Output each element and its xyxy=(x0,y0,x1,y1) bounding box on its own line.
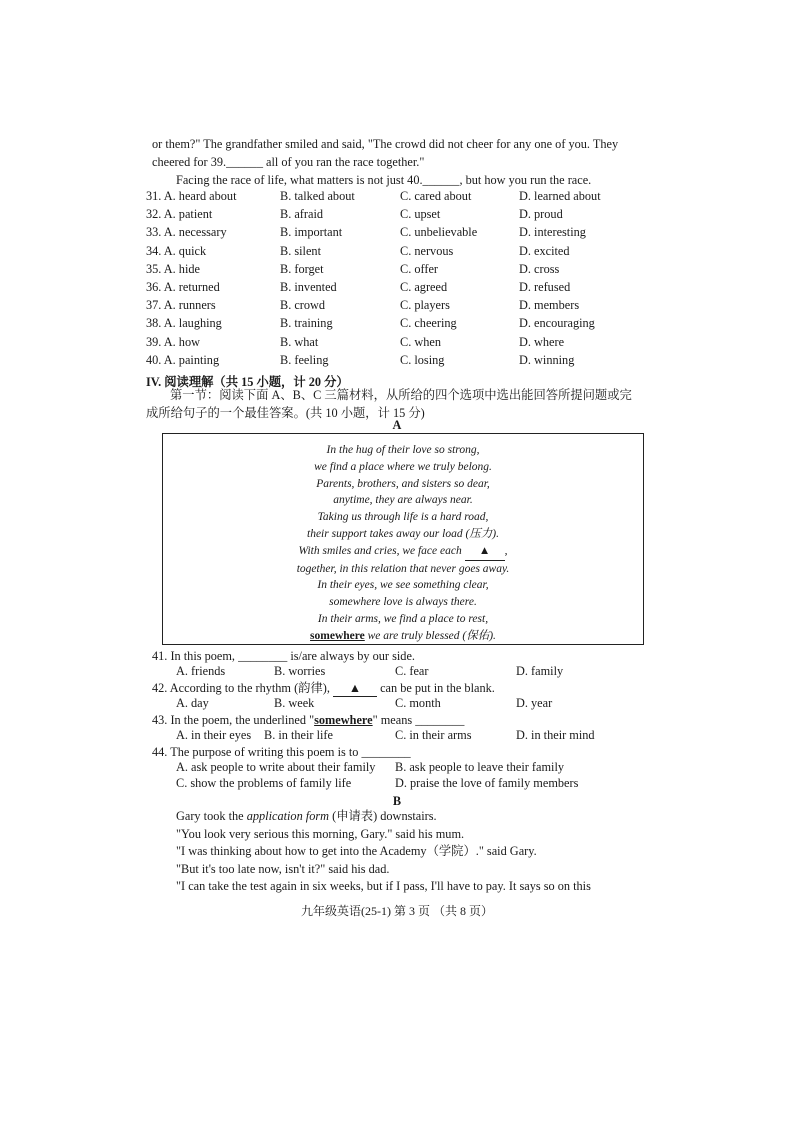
section-title: IV. 阅读理解（共 15 小题，计 20 分） xyxy=(146,375,349,389)
option[interactable]: 37. A. runners xyxy=(146,298,216,313)
option[interactable]: A. friends xyxy=(176,664,226,678)
poem-text: With smiles and cries, we face each xyxy=(298,544,462,557)
question-44-options-row2 xyxy=(176,776,676,794)
triangle-icon: ▲ xyxy=(348,681,362,695)
poem xyxy=(163,442,643,645)
page-footer: 九年级英语(25-1) 第 3 页 （共 8 页） xyxy=(301,904,493,918)
cloze-row xyxy=(146,189,646,207)
cloze-row xyxy=(146,280,646,298)
underlined-word: somewhere xyxy=(310,629,365,642)
option[interactable]: 36. A. returned xyxy=(146,280,220,294)
text-line: Facing the race of life, what matters is not just 40.______, but how you run the race. xyxy=(176,173,592,187)
option[interactable]: D. learned about xyxy=(519,189,601,203)
poem-line: Parents, brothers, and sisters so dear, xyxy=(316,477,490,490)
poem-text: we are truly blessed (保佑). xyxy=(364,629,496,642)
text-line xyxy=(152,808,642,826)
poem-line: In the hug of their love so strong, xyxy=(326,444,480,456)
option[interactable]: C. offer xyxy=(400,261,439,276)
poem-line: we find a place where we truly belong. xyxy=(314,460,492,473)
option[interactable]: C. show the problems of family life xyxy=(176,776,352,790)
question-43-stem xyxy=(152,712,464,728)
poem-line: In their arms, we find a place to rest, xyxy=(317,612,489,625)
option[interactable]: C. in their arms xyxy=(395,728,472,742)
option[interactable]: D. members xyxy=(519,298,580,313)
option[interactable]: A. day xyxy=(176,696,209,710)
option[interactable]: B. training xyxy=(280,316,333,331)
poem-line: anytime, they are always near. xyxy=(333,494,473,507)
poem-line: In their eyes, we see something clear, xyxy=(317,579,489,592)
option[interactable]: D. encouraging xyxy=(519,316,595,331)
emphasis-text: application form xyxy=(246,809,330,823)
option[interactable]: C. cheering xyxy=(400,316,457,331)
option[interactable]: D. year xyxy=(516,696,553,710)
cloze-row xyxy=(146,298,646,316)
option[interactable]: A. ask people to write about their family xyxy=(176,760,376,774)
option[interactable]: D. interesting xyxy=(519,225,586,240)
option[interactable]: B. talked about xyxy=(280,189,355,203)
text-line: "But it's too late now, isn't it?" said his dad. xyxy=(176,861,390,876)
poem-line: somewhere love is always there. xyxy=(329,596,477,609)
poem-line: together, in this relation that never goes away. xyxy=(296,562,510,575)
passage-a-letter: A xyxy=(392,418,402,432)
option[interactable]: B. feeling xyxy=(280,352,329,367)
option[interactable]: B. what xyxy=(280,334,319,349)
text-line: or them?" The grandfather smiled and said, "The crowd did not cheer for any one of you. They xyxy=(152,137,619,151)
section-instructions: 第一节：阅读下面 A、B、C 三篇材料，从所给的四个选项中选出能回答所提问题或完成所给句子的一个最佳答案。(共 10 小题，计 15 分) xyxy=(146,388,632,420)
option[interactable]: D. cross xyxy=(519,261,560,276)
cloze-row xyxy=(146,244,646,262)
option[interactable]: B. in their life xyxy=(264,728,333,742)
text: (申请表) downstairs. xyxy=(329,809,437,823)
poem-blank xyxy=(465,543,505,561)
poem-line xyxy=(163,628,643,645)
cloze-row xyxy=(146,335,646,353)
cloze-row xyxy=(146,262,646,280)
option[interactable]: C. month xyxy=(395,696,441,710)
option[interactable]: A. in their eyes xyxy=(176,728,252,742)
text-line: "You look very serious this morning, Gary." said his mum. xyxy=(176,826,465,841)
poem-box xyxy=(162,433,644,645)
poem-line: their support takes away our load (压力). xyxy=(307,527,499,540)
option[interactable]: D. praise the love of family members xyxy=(395,776,579,790)
option[interactable]: D. family xyxy=(516,664,564,678)
option[interactable]: 32. A. patient xyxy=(146,207,213,222)
text-line: "I was thinking about how to get into the Academy（学院）." said Gary. xyxy=(176,844,537,858)
underlined-word: somewhere xyxy=(314,713,373,727)
option[interactable]: 34. A. quick xyxy=(146,243,207,258)
option[interactable]: C. cared about xyxy=(400,189,472,203)
option[interactable]: B. crowd xyxy=(280,298,326,313)
stem-text: can be put in the blank. xyxy=(377,681,495,695)
question-42-stem xyxy=(152,680,495,697)
passage-continuation xyxy=(152,135,642,189)
option[interactable]: C. upset xyxy=(400,207,441,222)
text-line: "I can take the test again in six weeks, but if I pass, I'll have to pay. It says so on this xyxy=(176,879,591,893)
option[interactable]: B. invented xyxy=(280,280,337,294)
cloze-row xyxy=(146,207,646,225)
passage-b-letter: B xyxy=(392,794,402,808)
option[interactable]: C. nervous xyxy=(400,243,454,258)
option[interactable]: 40. A. painting xyxy=(146,352,220,367)
option[interactable]: C. agreed xyxy=(400,280,448,294)
option[interactable]: B. worries xyxy=(274,664,326,678)
option[interactable]: B. important xyxy=(280,225,343,240)
option[interactable]: B. afraid xyxy=(280,207,324,222)
option[interactable]: 31. A. heard about xyxy=(146,189,237,203)
poem-line: With smiles and cries, we face each ▲ , xyxy=(163,543,643,561)
option[interactable]: C. when xyxy=(400,334,441,349)
option[interactable]: C. players xyxy=(400,298,450,313)
option[interactable]: 38. A. laughing xyxy=(146,316,222,331)
option[interactable]: B. week xyxy=(274,696,315,710)
cloze-row xyxy=(146,353,646,371)
question-41-stem: 41. In this poem, ________ is/are always by our side. xyxy=(152,649,415,663)
cloze-row xyxy=(146,316,646,334)
question-44-stem: 44. The purpose of writing this poem is to ________ xyxy=(152,745,411,759)
option[interactable]: D. refused xyxy=(519,280,571,294)
text: Gary took the xyxy=(176,809,247,823)
option[interactable]: 35. A. hide xyxy=(146,261,200,276)
option[interactable]: D. excited xyxy=(519,243,570,258)
option[interactable]: D. winning xyxy=(519,352,575,367)
option[interactable]: 39. A. how xyxy=(146,334,200,349)
passage-b xyxy=(152,808,642,896)
option[interactable]: B. ask people to leave their family xyxy=(395,760,565,774)
poem-line: Taking us through life is a hard road, xyxy=(317,511,489,524)
option[interactable]: D. proud xyxy=(519,207,563,222)
option[interactable]: D. in their mind xyxy=(516,728,595,742)
option[interactable]: B. forget xyxy=(280,261,324,276)
option[interactable]: C. fear xyxy=(395,664,429,678)
stem-text: 43. In the poem, the underlined " xyxy=(152,713,315,727)
stem-text: 42. According to the rhythm (韵律), xyxy=(152,681,334,695)
triangle-icon: ▲ xyxy=(478,544,491,557)
question-blank xyxy=(333,680,377,697)
stem-text: " means ________ xyxy=(372,713,465,727)
option[interactable]: C. losing xyxy=(400,352,445,367)
option[interactable]: D. where xyxy=(519,334,565,349)
option[interactable]: 33. A. necessary xyxy=(146,225,227,240)
text-line: cheered for 39.______ all of you ran the race together." xyxy=(152,155,425,169)
option[interactable]: B. silent xyxy=(280,243,321,258)
option[interactable]: C. unbelievable xyxy=(400,225,478,240)
cloze-row xyxy=(146,225,646,243)
